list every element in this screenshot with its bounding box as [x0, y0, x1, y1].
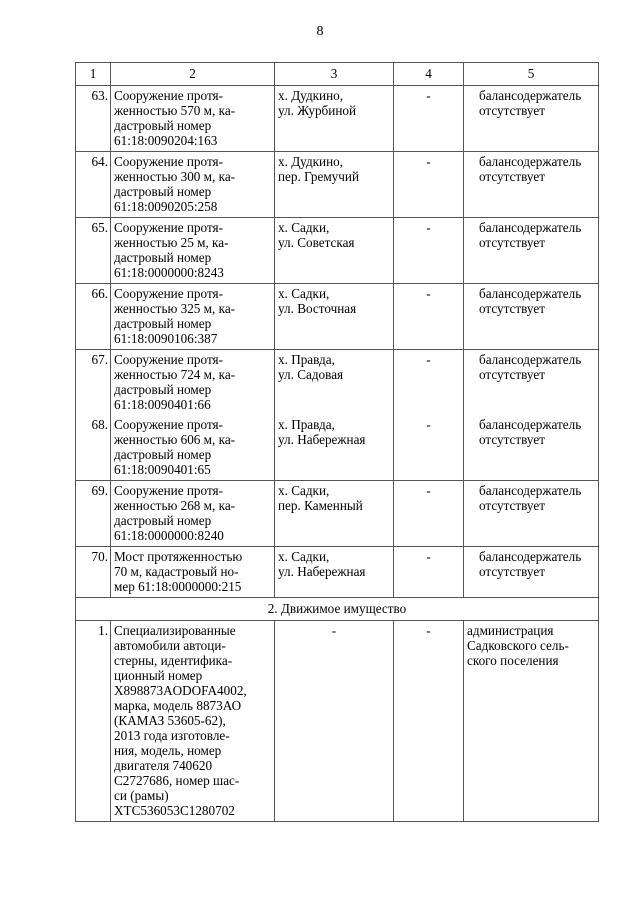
object-name: Сооружение протя- женностью 606 м, ка- дастровый номер 61:18:0090401:65: [111, 415, 275, 481]
column-4-value: -: [394, 547, 464, 598]
object-name: Мост протяженностью 70 м, кадастровый но- мер 61:18:0000000:215: [111, 547, 275, 598]
balance-holder: балансодержатель отсутствует: [464, 86, 599, 152]
object-address: -: [275, 621, 394, 822]
table-row: [76, 547, 599, 598]
object-address: х. Садки, пер. Каменный: [275, 481, 394, 547]
object-address: х. Правда, ул. Садовая: [275, 350, 394, 416]
header-cell: 2: [111, 63, 275, 86]
column-4-value: -: [394, 415, 464, 481]
object-name: Сооружение протя- женностью 25 м, ка- дастровый номер 61:18:0000000:8243: [111, 218, 275, 284]
object-address: х. Садки, ул. Набережная: [275, 547, 394, 598]
row-number: 64.: [76, 152, 111, 218]
column-4-value: -: [394, 86, 464, 152]
table-row: [76, 481, 599, 547]
balance-holder: балансодержатель отсутствует: [464, 547, 599, 598]
balance-holder: балансодержатель отсутствует: [464, 218, 599, 284]
table-row: [76, 415, 599, 481]
balance-holder: балансодержатель отсутствует: [464, 481, 599, 547]
row-number: 69.: [76, 481, 111, 547]
column-4-value: -: [394, 284, 464, 350]
row-number: 67.: [76, 350, 111, 416]
column-4-value: -: [394, 621, 464, 822]
row-number: 68.: [76, 415, 111, 481]
column-4-value: -: [394, 218, 464, 284]
page-number: 8: [316, 24, 324, 39]
balance-holder: администрация Садковского сель- ского поселения: [464, 621, 599, 822]
object-name: Сооружение протя- женностью 268 м, ка- дастровый номер 61:18:0000000:8240: [111, 481, 275, 547]
column-4-value: -: [394, 350, 464, 416]
row-number: 66.: [76, 284, 111, 350]
column-4-value: -: [394, 481, 464, 547]
table-row: [76, 86, 599, 152]
header-cell: 3: [275, 63, 394, 86]
table-row: [76, 152, 599, 218]
section-title: 2. Движимое имущество: [76, 598, 599, 621]
table-row: [76, 284, 599, 350]
column-4-value: -: [394, 152, 464, 218]
property-register-table: [75, 62, 599, 822]
table-row: [76, 350, 599, 416]
balance-holder: балансодержатель отсутствует: [464, 350, 599, 416]
table-header-row: [76, 63, 599, 86]
section-row: [76, 598, 599, 621]
object-name: Сооружение протя- женностью 724 м, ка- дастровый номер 61:18:0090401:66: [111, 350, 275, 416]
object-address: х. Садки, ул. Восточная: [275, 284, 394, 350]
header-cell: 4: [394, 63, 464, 86]
object-address: х. Дудкино, ул. Журбиной: [275, 86, 394, 152]
object-name: Сооружение протя- женностью 570 м, ка- дастровый номер 61:18:0090204:163: [111, 86, 275, 152]
object-address: х. Правда, ул. Набережная: [275, 415, 394, 481]
table-row: [76, 621, 599, 822]
row-number: 63.: [76, 86, 111, 152]
object-address: х. Дудкино, пер. Гремучий: [275, 152, 394, 218]
row-number: 1.: [76, 621, 111, 822]
balance-holder: балансодержатель отсутствует: [464, 284, 599, 350]
balance-holder: балансодержатель отсутствует: [464, 415, 599, 481]
header-cell: 1: [76, 63, 111, 86]
table-row: [76, 218, 599, 284]
object-name: Сооружение протя- женностью 325 м, ка- дастровый номер 61:18:0090106:387: [111, 284, 275, 350]
object-name: Специализированные автомобили автоци- стерны, идентифика- ционный номер X898873AODOFA4002, марка, модель 8873АО (КАМАЗ 53605-62), 2013 года изготовле- ния, модель, номер двигателя 740620 C2727686, номер шас- си (рамы) XTC536053C1280702: [111, 621, 275, 822]
balance-holder: балансодержатель отсутствует: [464, 152, 599, 218]
row-number: 70.: [76, 547, 111, 598]
object-address: х. Садки, ул. Советская: [275, 218, 394, 284]
object-name: Сооружение протя- женностью 300 м, ка- дастровый номер 61:18:0090205:258: [111, 152, 275, 218]
header-cell: 5: [464, 63, 599, 86]
row-number: 65.: [76, 218, 111, 284]
